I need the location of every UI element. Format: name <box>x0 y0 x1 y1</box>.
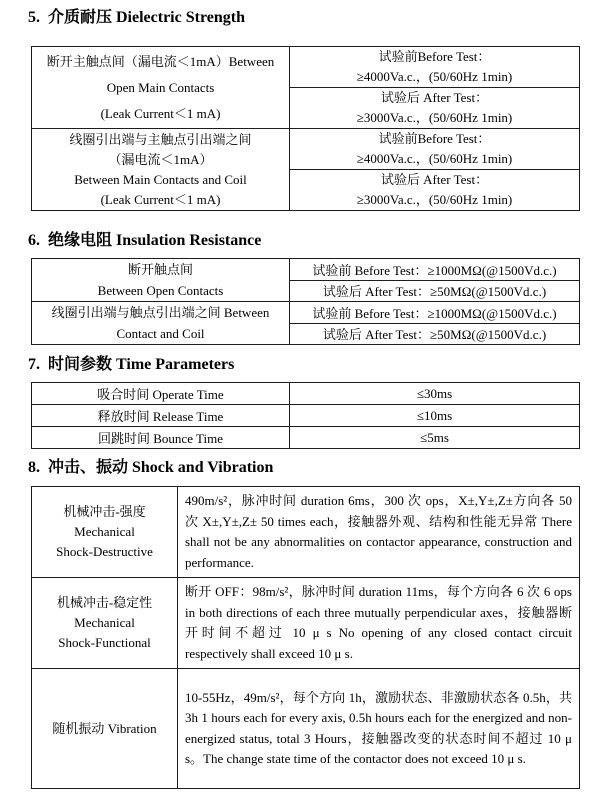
t7-r2-label: 释放时间 Release Time <box>32 405 290 427</box>
t5-r1-line2: Open Main Contacts <box>106 79 215 95</box>
t7-r1-label: 吸合时间 Operate Time <box>32 383 290 405</box>
insulation-resistance-table <box>31 258 580 345</box>
table-row <box>32 427 580 449</box>
shock-vibration-table <box>31 486 580 789</box>
t6-r1-after-cell: 试验后 After Test：≥50MΩ(@1500Vd.c.) <box>290 280 580 302</box>
t5-r1-before-label: 试验前Before Test： <box>378 49 491 64</box>
t5-r1-after-cell <box>290 88 580 129</box>
t8-r3-description: 10-55Hz，49m/s²，每个方向 1h，激励状态、非激励状态各 0.5h，共 3h 1 hours each for every axis, 0.5h hours each for the energized and non-energized status, total 3 Hours，接触器改变的状态时间不超过 10 μ s。The change state time of the contactor does not exceed 10 μ s. <box>178 669 580 789</box>
t5-r2-item-cell <box>32 129 290 211</box>
t5-r2-before-label: 试验前Before Test： <box>378 131 491 146</box>
t6-r2-before-cell: 试验前 Before Test：≥1000MΩ(@1500Vd.c.) <box>290 302 580 324</box>
t5-r2-after-label: 试验后 After Test： <box>380 172 489 187</box>
dielectric-strength-table <box>31 46 580 211</box>
t5-r1-before-cell <box>290 47 580 88</box>
t5-r1-line3: (Leak Current＜1 mA) <box>100 105 221 121</box>
t8-r2-label-line1: 机械冲击-稳定性 <box>56 595 153 610</box>
t7-r3-value: ≤5ms <box>290 427 580 449</box>
section-6-number: 6. <box>28 232 40 249</box>
table-row <box>32 129 580 170</box>
t5-r1-after-label: 试验后 After Test： <box>380 90 489 105</box>
t8-r1-item-cell <box>32 487 178 578</box>
section-7-title: 时间参数 Time Parameters <box>48 356 235 373</box>
t8-r3-label-line1: 随机振动 Vibration <box>52 720 157 736</box>
table-row <box>32 259 580 281</box>
section-8-heading <box>28 458 607 478</box>
section-8-title: 冲击、振动 Shock and Vibration <box>48 459 274 476</box>
section-7-heading <box>28 355 607 375</box>
t6-r2-after-cell: 试验后 After Test：≥50MΩ(@1500Vd.c.) <box>290 323 580 345</box>
t8-r2-description: 断开 OFF：98m/s²，脉冲时间 duration 11ms，每个方向各 6 次 6 ops in both directions of each three mutually perpendicular axes，接触器断开时间不超过 10 μ s No opening of any closed contact circuit respectively shall exceed 10 μ s. <box>178 578 580 669</box>
table-row <box>32 47 580 88</box>
t5-r2-line1: 线圈引出端与主触点引出端之间 <box>69 131 252 147</box>
section-8-number: 8. <box>28 459 40 476</box>
table-row <box>32 669 580 789</box>
t6-r2-item-cell <box>32 302 290 345</box>
section-5-title: 介质耐压 Dielectric Strength <box>48 9 245 26</box>
t8-r2-label-line2: Mechanical <box>74 615 135 630</box>
t6-r2-line2: Contact and Coil <box>116 326 205 341</box>
table-row <box>32 405 580 427</box>
section-5-number: 5. <box>28 9 40 26</box>
table-row <box>32 578 580 669</box>
section-7-number: 7. <box>28 356 40 373</box>
t5-r1-line1: 断开主触点间（漏电流＜1mA）Between <box>46 53 275 69</box>
section-6-heading <box>28 231 607 251</box>
section-6-title: 绝缘电阻 Insulation Resistance <box>48 232 262 249</box>
t5-r2-after-value: ≥3000Va.c.，(50/60Hz 1min) <box>356 192 513 207</box>
t8-r1-label-line1: 机械冲击-强度 <box>63 504 146 519</box>
section-5-heading <box>28 8 607 28</box>
t6-r1-line2: Between Open Contacts <box>97 283 224 298</box>
t6-r1-line1: 断开触点间 <box>127 262 193 277</box>
t5-r2-line4: (Leak Current＜1 mA) <box>100 191 221 207</box>
t8-r3-item-cell <box>32 669 178 789</box>
t5-r2-before-cell <box>290 129 580 170</box>
t8-r2-label-line3: Shock-Functional <box>58 635 151 650</box>
t5-r1-item-cell <box>32 47 290 129</box>
t7-r1-value: ≤30ms <box>290 383 580 405</box>
t7-r3-label: 回跳时间 Bounce Time <box>32 427 290 449</box>
t5-r2-before-value: ≥4000Va.c.，(50/60Hz 1min) <box>356 151 513 166</box>
t8-r1-label-line3: Shock-Destructive <box>56 544 153 559</box>
t5-r2-line2: （漏电流＜1mA） <box>108 151 213 167</box>
t6-r2-line1: 线圈引出端与触点引出端之间 Between <box>51 305 270 320</box>
time-parameters-table <box>31 382 580 449</box>
t5-r2-line3: Between Main Contacts and Coil <box>74 171 247 187</box>
t6-r1-item-cell <box>32 259 290 302</box>
t6-r1-before-cell: 试验前 Before Test：≥1000MΩ(@1500Vd.c.) <box>290 259 580 281</box>
t8-r1-description: 490m/s²，脉冲时间 duration 6ms，300 次 ops，X±,Y±,Z±方向各 50 次 X±,Y±,Z± 50 times each，接触器外观、结构和性能无异常 There shall not be any abnormalities on contactor appearance, construction and performance. <box>178 487 580 578</box>
table-row <box>32 383 580 405</box>
t8-r1-label-line2: Mechanical <box>74 524 135 539</box>
table-row <box>32 487 580 578</box>
table-row <box>32 302 580 324</box>
t8-r2-item-cell <box>32 578 178 669</box>
t7-r2-value: ≤10ms <box>290 405 580 427</box>
t5-r1-before-value: ≥4000Va.c.，(50/60Hz 1min) <box>356 69 513 84</box>
t5-r2-after-cell <box>290 170 580 211</box>
t5-r1-after-value: ≥3000Va.c.，(50/60Hz 1min) <box>356 110 513 125</box>
